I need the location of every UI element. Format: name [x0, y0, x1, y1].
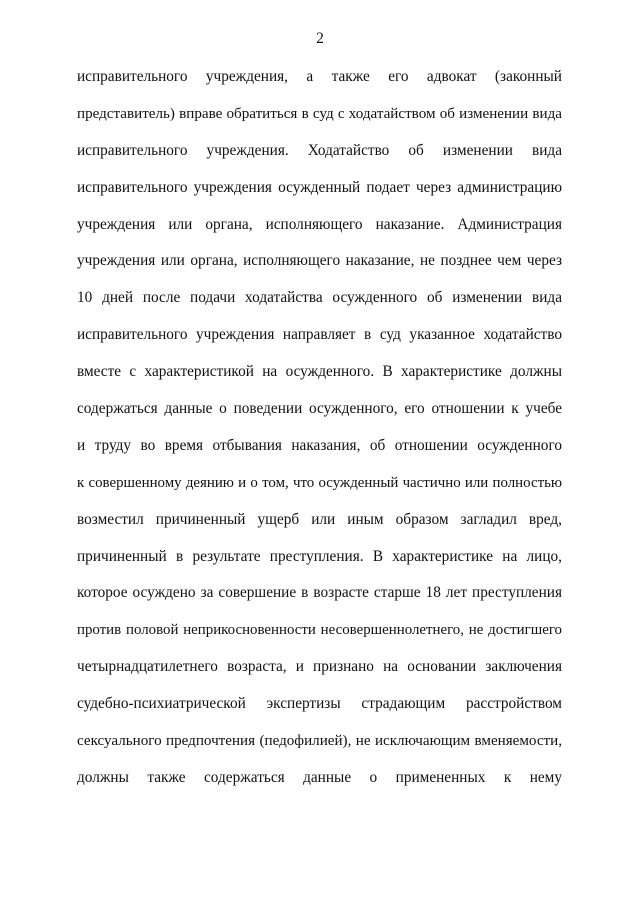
text-line: возместил причиненный ущерб или иным образом загладил вред,: [77, 510, 562, 528]
text-line: причиненный в результате преступления. В характеристике на лицо,: [77, 547, 562, 565]
text-line: исправительного учреждения осужденный подает через администрацию: [77, 178, 562, 196]
text-line: против половой неприкосновенности несовершеннолетнего, не достигшего: [77, 622, 562, 639]
text-line: и труду во время отбывания наказания, об отношении осужденного: [77, 436, 562, 454]
text-line: четырнадцатилетнего возраста, и признано на основании заключения: [77, 658, 562, 676]
text-line: 10 дней после подачи ходатайства осужденного об изменении вида: [77, 289, 562, 307]
text-line: должны также содержаться данные о примененных к нему: [77, 768, 562, 786]
text-line: исправительного учреждения, а также его адвокат (законный: [77, 68, 562, 85]
body-text: [77, 66, 562, 804]
page-number: 2: [316, 30, 324, 47]
text-line: учреждения или органа, исполняющего наказание. Администрация: [77, 215, 562, 233]
text-line: к совершенному деянию и о том, что осужденный частично или полностью: [77, 474, 562, 491]
text-line: судебно-психиатрической экспертизы страдающим расстройством: [77, 695, 562, 713]
text-line: сексуального предпочтения (педофилией), не исключающим вменяемости,: [77, 733, 562, 750]
text-line: исправительного учреждения. Ходатайство об изменении вида: [77, 141, 562, 159]
text-line: исправительного учреждения направляет в суд указанное ходатайство: [77, 326, 562, 344]
text-line: вместе с характеристикой на осужденного. В характеристике должны: [77, 363, 562, 381]
text-line: содержаться данные о поведении осужденного, его отношении к учебе: [77, 400, 562, 418]
text-line: учреждения или органа, исполняющего наказание, не позднее чем через: [77, 252, 562, 270]
text-line: представитель) вправе обратиться в суд с ходатайством об изменении вида: [77, 105, 562, 122]
text-line: которое осуждено за совершение в возрасте старше 18 лет преступления: [77, 584, 562, 602]
